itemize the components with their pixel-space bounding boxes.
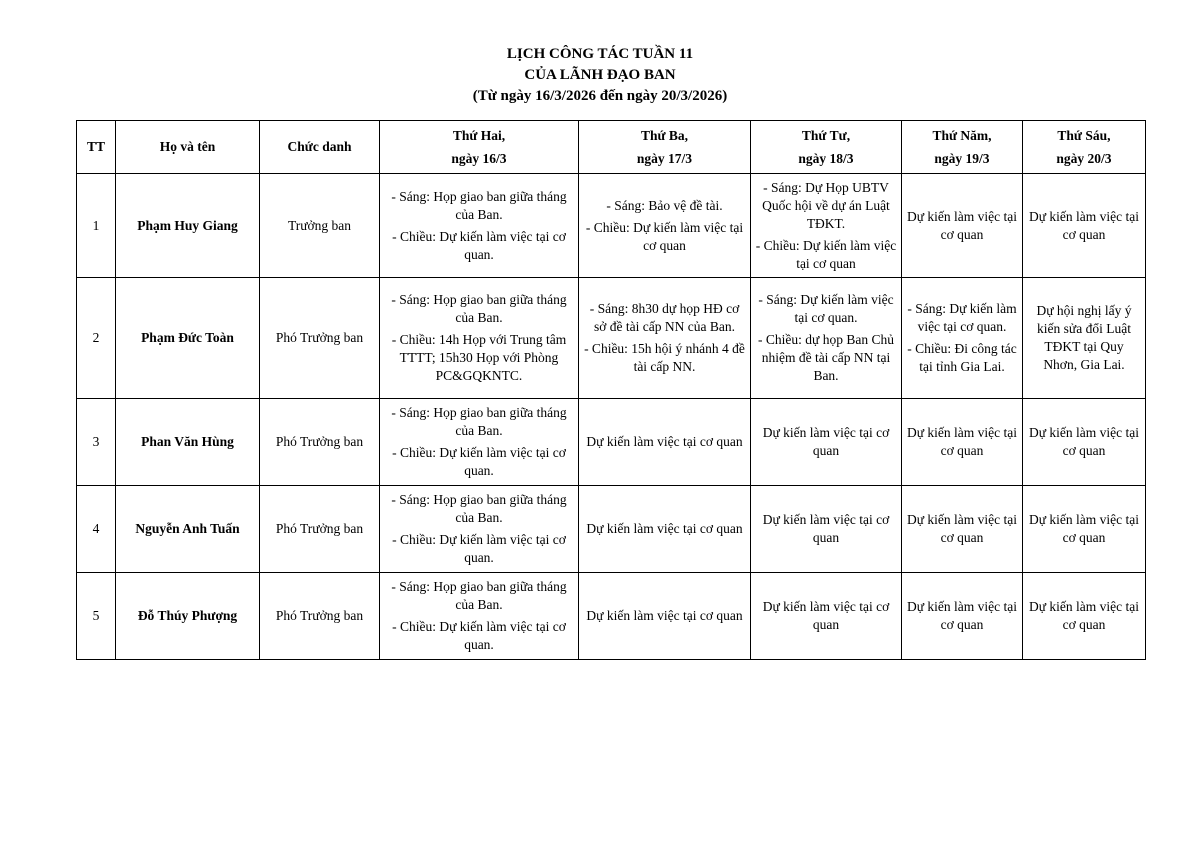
header-row [77, 121, 1146, 174]
cell-thursday: Dự kiến làm việc tại cơ quan [902, 486, 1023, 573]
cell-name: Phạm Đức Toàn [116, 278, 260, 399]
schedule-entry: - Chiều: dự họp Ban Chủ nhiệm đề tài cấp NN tại Ban. [758, 332, 894, 383]
schedule-table [76, 120, 1146, 660]
cell-monday [380, 399, 579, 486]
cell-monday [380, 486, 579, 573]
schedule-entry: - Chiều: 15h hội ý nhánh 4 đề tài cấp NN. [584, 341, 745, 374]
day-name: Thứ Sáu, [1057, 127, 1111, 143]
col-header-tuesday [579, 121, 751, 174]
schedule-entry: - Sáng: Dự Họp UBTV Quốc hội về dự án Luật TĐKT. [762, 179, 890, 231]
cell-friday: Dự kiến làm việc tại cơ quan [1023, 174, 1146, 278]
cell-monday [380, 278, 579, 399]
cell-monday [380, 174, 579, 278]
col-header-tt: TT [77, 121, 116, 174]
cell-friday: Dự kiến làm việc tại cơ quan [1023, 573, 1146, 660]
table-row [77, 573, 1146, 660]
cell-wednesday [751, 174, 902, 278]
schedule-entry: - Sáng: Họp giao ban giữa tháng của Ban. [391, 492, 567, 525]
schedule-entry: - Chiều: 14h Họp với Trung tâm TTTT; 15h30 Họp với Phòng PC&GQKNTC. [391, 332, 567, 383]
table-row [77, 399, 1146, 486]
cell-friday: Dự kiến làm việc tại cơ quan [1023, 399, 1146, 486]
schedule-entry: - Chiều: Dự kiến làm việc tại cơ quan. [392, 532, 566, 565]
schedule-entry: - Sáng: Họp giao ban giữa tháng của Ban. [391, 188, 567, 222]
cell-title: Phó Trưởng ban [260, 573, 380, 660]
cell-friday: Dự hội nghị lấy ý kiến sửa đổi Luật TĐKT tại Quy Nhơn, Gia Lai. [1023, 278, 1146, 399]
cell-tuesday: Dự kiến làm việc tại cơ quan [579, 399, 751, 486]
schedule-entry: - Sáng: Bảo vệ đề tài. [606, 197, 723, 213]
col-header-monday [380, 121, 579, 174]
day-date: ngày 19/3 [934, 150, 990, 166]
cell-tt: 2 [77, 278, 116, 399]
col-header-wednesday [751, 121, 902, 174]
cell-tt: 4 [77, 486, 116, 573]
cell-tt: 3 [77, 399, 116, 486]
schedule-entry: - Chiều: Dự kiến làm việc tại cơ quan [755, 237, 897, 271]
day-date: ngày 18/3 [798, 150, 854, 166]
table-row [77, 278, 1146, 399]
cell-tt: 5 [77, 573, 116, 660]
cell-title: Phó Trưởng ban [260, 486, 380, 573]
cell-name: Đỗ Thúy Phượng [116, 573, 260, 660]
cell-tuesday: Dự kiến làm việc tại cơ quan [579, 486, 751, 573]
cell-thursday: Dự kiến làm việc tại cơ quan [902, 174, 1023, 278]
col-header-title: Chức danh [260, 121, 380, 174]
cell-wednesday: Dự kiến làm việc tại cơ quan [751, 399, 902, 486]
cell-monday [380, 573, 579, 660]
schedule-entry: - Chiều: Dự kiến làm việc tại cơ quan [585, 219, 744, 253]
doc-title: LỊCH CÔNG TÁC TUẦN 11 [506, 46, 694, 62]
cell-friday: Dự kiến làm việc tại cơ quan [1023, 486, 1146, 573]
table-row [77, 174, 1146, 278]
day-date: ngày 20/3 [1056, 150, 1112, 166]
cell-tuesday [579, 174, 751, 278]
cell-name: Phan Văn Hùng [116, 399, 260, 486]
schedule-entry: - Sáng: Họp giao ban giữa tháng của Ban. [391, 405, 567, 438]
table-row [77, 486, 1146, 573]
doc-date-range: (Từ ngày 16/3/2026 đến ngày 20/3/2026) [472, 88, 728, 104]
cell-name: Nguyễn Anh Tuấn [116, 486, 260, 573]
cell-tt: 1 [77, 174, 116, 278]
schedule-entry: - Sáng: Họp giao ban giữa tháng của Ban. [391, 579, 567, 612]
cell-wednesday [751, 278, 902, 399]
cell-tuesday [579, 278, 751, 399]
schedule-entry: - Sáng: 8h30 dự họp HĐ cơ sở đề tài cấp NN của Ban. [589, 301, 740, 334]
schedule-entry: - Sáng: Dự kiến làm việc tại cơ quan. [758, 292, 894, 325]
day-date: ngày 17/3 [636, 150, 693, 166]
day-name: Thứ Hai, [452, 127, 506, 143]
cell-tuesday: Dự kiến làm việc tại cơ quan [579, 573, 751, 660]
cell-title: Phó Trưởng ban [260, 278, 380, 399]
cell-thursday: Dự kiến làm việc tại cơ quan [902, 399, 1023, 486]
day-date: ngày 16/3 [451, 150, 507, 166]
day-name: Thứ Ba, [640, 127, 689, 143]
cell-thursday [902, 278, 1023, 399]
col-header-thursday [902, 121, 1023, 174]
day-name: Thứ Tư, [801, 127, 851, 143]
col-header-name: Họ và tên [116, 121, 260, 174]
schedule-entry: - Chiều: Đi công tác tại tỉnh Gia Lai. [907, 341, 1017, 374]
cell-wednesday: Dự kiến làm việc tại cơ quan [751, 573, 902, 660]
doc-subtitle: CỦA LÃNH ĐẠO BAN [524, 67, 676, 83]
cell-thursday: Dự kiến làm việc tại cơ quan [902, 573, 1023, 660]
cell-wednesday: Dự kiến làm việc tại cơ quan [751, 486, 902, 573]
schedule-entry: - Sáng: Dự kiến làm việc tại cơ quan. [907, 301, 1017, 334]
cell-title: Phó Trưởng ban [260, 399, 380, 486]
schedule-entry: - Chiều: Dự kiến làm việc tại cơ quan. [392, 445, 566, 478]
schedule-entry: - Chiều: Dự kiến làm việc tại cơ quan. [392, 619, 566, 652]
schedule-entry: - Sáng: Họp giao ban giữa tháng của Ban. [391, 292, 567, 325]
col-header-friday [1023, 121, 1146, 174]
cell-name: Phạm Huy Giang [116, 174, 260, 278]
cell-title: Trưởng ban [260, 174, 380, 278]
schedule-entry: - Chiều: Dự kiến làm việc tại cơ quan. [392, 228, 566, 262]
day-name: Thứ Năm, [932, 127, 992, 143]
document-header [0, 44, 1200, 107]
